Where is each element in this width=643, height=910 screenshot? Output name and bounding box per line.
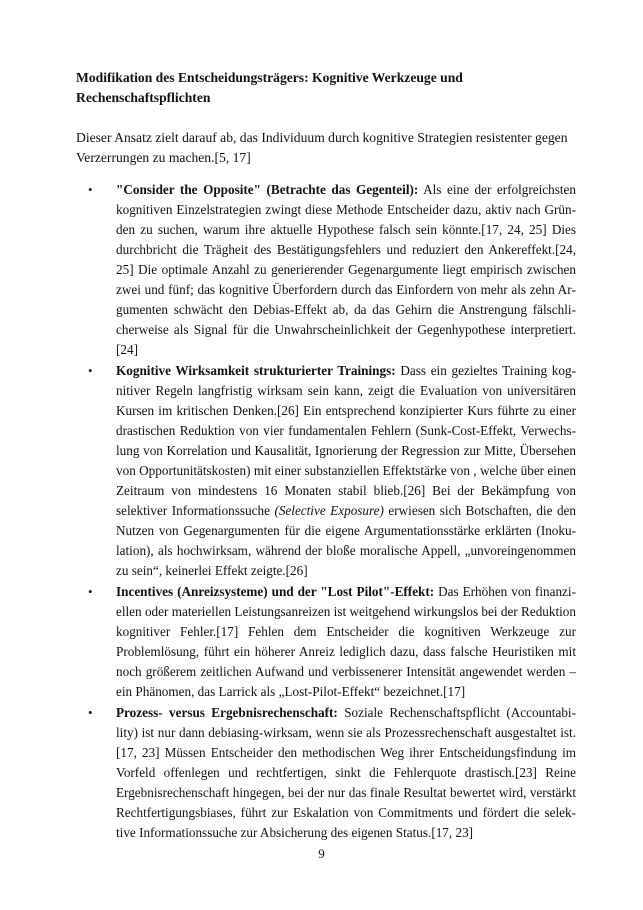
bullet-marker: • xyxy=(88,584,93,599)
item-text: Dass ein gezieltes Training kognitiver Regeln langfristig wirksam sein kann, zeigt die Evaluation von universitären Kursen im kritischen Denken.[26] Ein entsprechend konzipierter Kurs führte zu einer drastischen Reduktion von vier fundamentalen Fehlern (Sunk-Cost-Effekt, Verwechslung von Korrelation und Kausalität, Ignorierung der Regression zur Mitte, Übersehen von Opportunitätskosten) mit einer substanziellen Effektstärke von , welche über einen Zeitraum von mindestens 16 Monaten stabil blieb.[26] Bei der Bekämpfung von selektiver Informationssuche xyxy=(116,363,576,518)
item-title: Kognitive Wirksamkeit strukturierter Trainings: xyxy=(116,363,396,378)
item-title: Prozess- versus Ergebnisrechenschaft: xyxy=(116,705,338,720)
bullet-marker: • xyxy=(88,363,93,378)
intro-paragraph: Dieser Ansatz zielt darauf ab, das Individuum durch kognitive Strategien resistenter gegen Verzerrungen zu machen.[5, 17] xyxy=(76,130,568,165)
bullet-list xyxy=(76,180,576,844)
item-text: Das Erhöhen von finanziellen oder materiellen Leistungsanreizen ist weitgehend wirkungslos bei der Reduktion kognitiver Fehler.[17] Fehlen dem Entscheider die kognitiven Werkzeuge zur Problemlösung, führt ein höherer Anreiz lediglich dazu, dass falsche Heuristiken mit noch größerem zeitlichen Aufwand und verbissenerer Intensität angewendet werden – ein Phänomen, das Larrick als „Lost-Pilot-Effekt“ bezeichnet.[17] xyxy=(116,584,576,699)
item-title: "Consider the Opposite" (Betrachte das Gegenteil): xyxy=(116,182,419,197)
section-heading: Modifikation des Entscheidungsträgers: Kognitive Werkzeuge und Rechenschaftspflichten xyxy=(76,70,463,105)
page-number: 9 xyxy=(318,846,325,861)
bullet-marker: • xyxy=(88,182,93,197)
list-item xyxy=(76,361,576,581)
bullet-marker: • xyxy=(88,705,93,720)
list-item xyxy=(76,703,576,843)
item-text: Soziale Rechenschaftspflicht (Accountability) ist nur dann debiasing-wirksam, wenn sie als Prozessrechenschaft ausgestaltet ist.[17, 23] Müssen Entscheider den methodischen Weg ihrer Entscheidungsfindung im Vorfeld offenlegen und rechtfertigen, sinkt die Fehlerquote drastisch.[23] Reine Ergebnisrechenschaft hingegen, bei der nur das finale Resultat bewertet wird, verstärkt Rechtfertigungsbiases, führt zur Eskalation von Commitments und fördert die selektive Informationssuche zur Absicherung des eigenen Status.[17, 23] xyxy=(116,705,576,840)
list-item xyxy=(76,180,576,360)
item-title: Incentives (Anreizsysteme) und der "Lost Pilot"-Effekt: xyxy=(116,584,435,599)
item-text: Als eine der erfolgreichsten kognitiven Einzelstrategien zwingt diese Methode Entscheider dazu, aktiv nach Gründen zu suchen, warum ihre aktuelle Hypothese falsch sein könnte.[17, 24, 25] Dies durchbricht die Trägheit des Bestätigungsfehlers und reduziert den Ankereffekt.[24, 25] Die optimale Anzahl zu generierender Gegenargumente liegt empirisch zwischen zwei und fünf; das kognitive Überfordern durch das Einfordern von mehr als zehn Argumenten schwächt den Debias-Effekt ab, da das Gehirn die Anstrengung fälschlicherweise als Signal für die Unwahrscheinlichkeit der Gegenhypothese interpretiert.[24] xyxy=(116,182,576,357)
list-item xyxy=(76,582,576,702)
item-text: erwiesen sich Botschaften, die den Nutzen von Gegenargumenten für die eigene Argumentationsstärke erklärten (Inokulation), als hochwirksam, während der bloße moralische Appell, „unvoreingenommen zu sein“, keinerlei Effekt zeigte.[26] xyxy=(116,503,576,578)
item-italic-term: (Selective Exposure) xyxy=(274,503,384,518)
